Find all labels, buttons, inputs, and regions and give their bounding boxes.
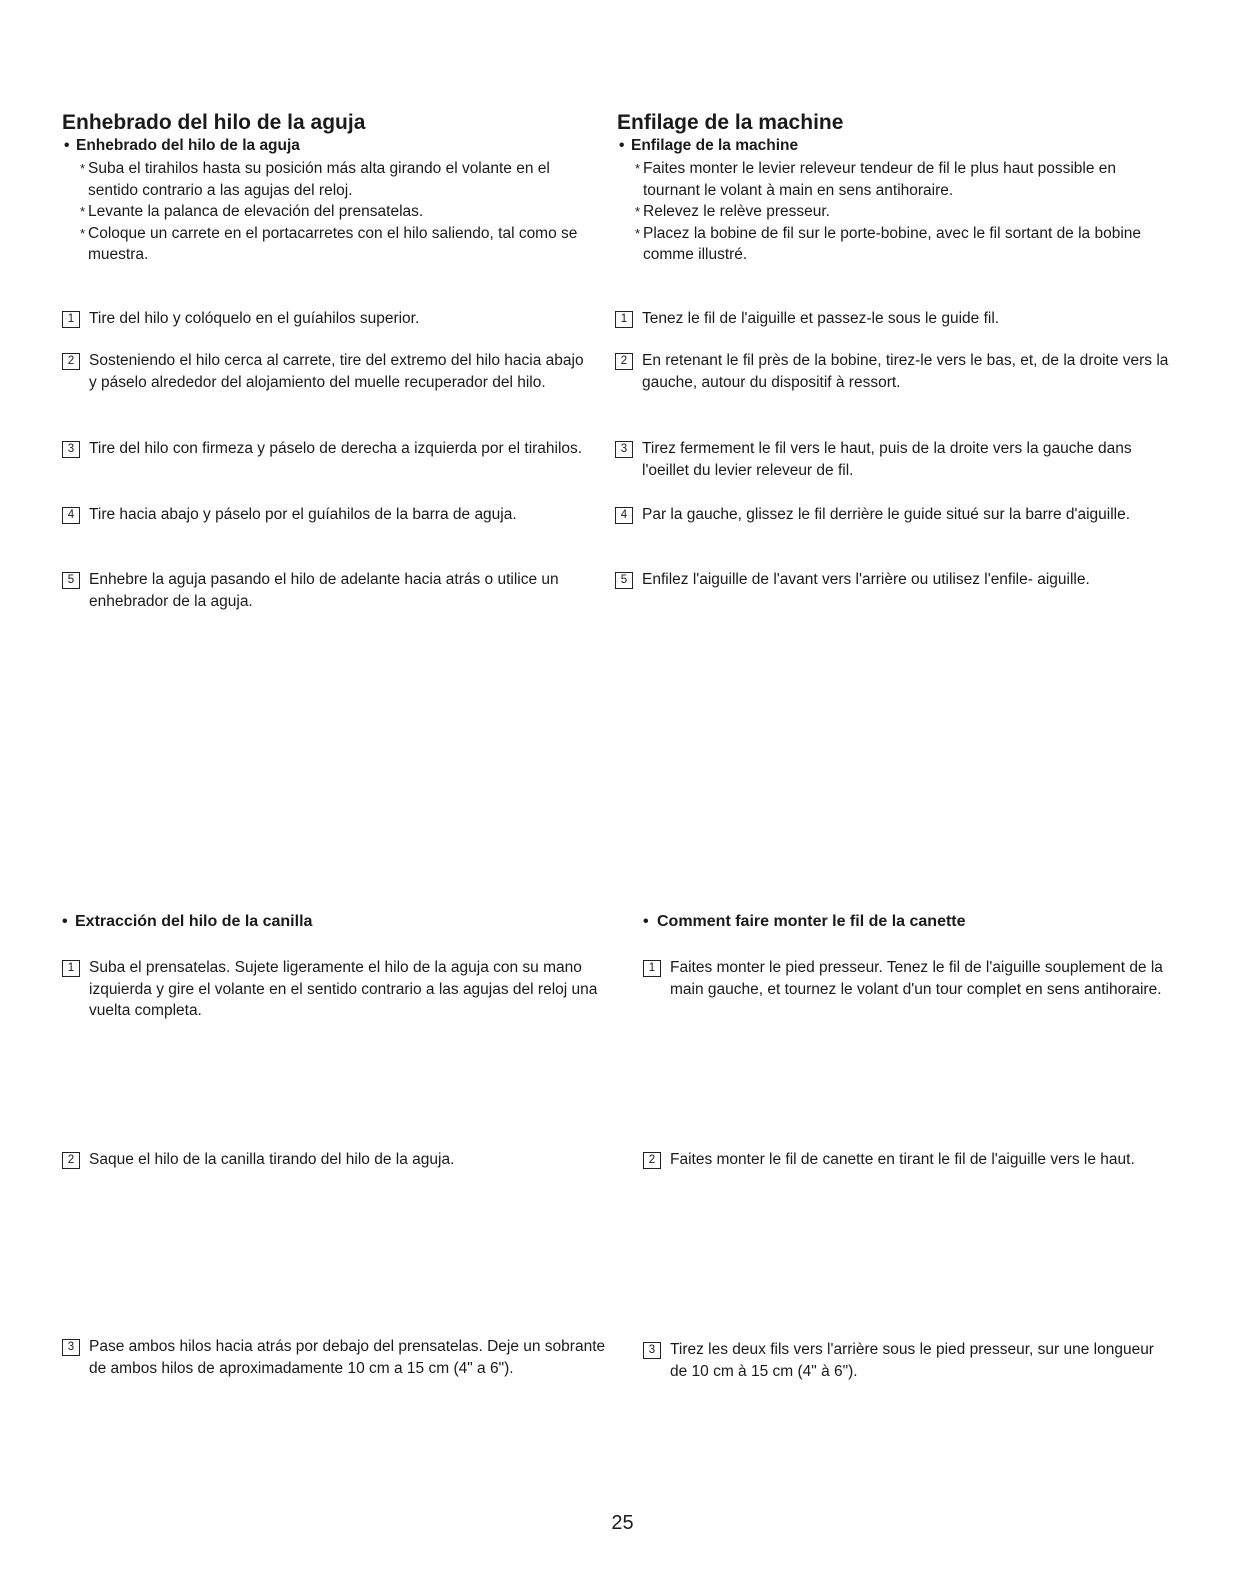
step-number-box: 5 (615, 572, 633, 589)
bobbin-step-fr-2: 2 Faites monter le fil de canette en tirant le fil de l'aiguille vers le haut. (643, 1149, 1170, 1171)
section-title-es: • Extracción del hilo de la canilla (62, 913, 313, 930)
step-number-box: 3 (62, 1339, 80, 1356)
step-number-box: 4 (62, 507, 80, 524)
subtitle-es: • Enhebrado del hilo de la aguja (64, 137, 300, 154)
french-column (617, 110, 1162, 266)
bullet-item: * Placez la bobine de fil sur le porte-bobine, avec le fil sortant de la bobine comme illustré. (617, 223, 1162, 266)
bullet-list-es (62, 158, 602, 266)
bullet-item: * Suba el tirahilos hasta su posición más alta girando el volante en el sentido contrario a las agujas del reloj. (62, 158, 602, 201)
page-title-es: Enhebrado del hilo de la aguja (62, 111, 366, 134)
bullet-list-fr (617, 158, 1162, 266)
step-number-box: 3 (615, 441, 633, 458)
step-number-box: 1 (62, 311, 80, 328)
step-number-box: 4 (615, 507, 633, 524)
section-title-fr: • Comment faire monter le fil de la canette (643, 913, 966, 930)
step-fr-4: 4 Par la gauche, glissez le fil derrière le guide situé sur la barre d'aiguille. (615, 504, 1182, 526)
step-number-box: 3 (643, 1342, 661, 1359)
step-fr-2: 2 En retenant le fil près de la bobine, tirez-le vers le bas, et, de la droite vers la gauche, autour du dispositif à ressort. (615, 350, 1187, 393)
step-number-box: 2 (643, 1152, 661, 1169)
step-fr-1: 1 Tenez le fil de l'aiguille et passez-le sous le guide fil. (615, 308, 1182, 330)
step-es-2: 2 Sosteniendo el hilo cerca al carrete, tire del extremo del hilo hacia abajo y páselo alrededor del alojamiento del muelle recuperador del hilo. (62, 350, 589, 393)
step-es-3: 3 Tire del hilo con firmeza y páselo de derecha a izquierda por el tirahilos. (62, 438, 599, 460)
bullet-item: * Levante la palanca de elevación del prensatelas. (62, 201, 602, 223)
step-fr-5: 5 Enfilez l'aiguille de l'avant vers l'arrière ou utilisez l'enfile- aiguille. (615, 569, 1102, 591)
bullet-item: * Coloque un carrete en el portacarretes con el hilo saliendo, tal como se muestra. (62, 223, 602, 266)
step-es-5: 5 Enhebre la aguja pasando el hilo de adelante hacia atrás o utilice un enhebrador de la aguja. (62, 569, 589, 612)
subtitle-fr: • Enfilage de la machine (619, 137, 799, 154)
step-number-box: 2 (615, 353, 633, 370)
bobbin-step-fr-3: 3 Tirez les deux fils vers l'arrière sous le pied presseur, sur une longueur de 10 cm à 15 cm (4" à 6"). (643, 1339, 1160, 1382)
step-number-box: 1 (62, 960, 80, 977)
step-fr-3: 3 Tirez fermement le fil vers le haut, puis de la droite vers la gauche dans l'oeillet du levier releveur de fil. (615, 438, 1142, 481)
step-number-box: 5 (62, 572, 80, 589)
step-number-box: 2 (62, 1152, 80, 1169)
step-number-box: 1 (643, 960, 661, 977)
bullet-item: * Faites monter le levier releveur tendeur de fil le plus haut possible en tournant le volant à main en sens antihoraire. (617, 158, 1162, 201)
step-es-1: 1 Tire del hilo y colóquelo en el guíahilos superior. (62, 308, 609, 330)
step-number-box: 3 (62, 441, 80, 458)
bobbin-step-es-1: 1 Suba el prensatelas. Sujete ligeramente el hilo de la aguja con su mano izquierda y gire el volante en el sentido contrario a las agujas del reloj una vuelta completa. (62, 957, 614, 1022)
step-number-box: 2 (62, 353, 80, 370)
step-es-4: 4 Tire hacia abajo y páselo por el guíahilos de la barra de aguja. (62, 504, 629, 526)
page-title-fr: Enfilage de la machine (617, 111, 844, 134)
spanish-column (62, 110, 602, 266)
page-number: 25 (611, 1512, 634, 1534)
bobbin-step-es-3: 3 Pase ambos hilos hacia atrás por debajo del prensatelas. Deje un sobrante de ambos hilos de aproximadamente 10 cm a 15 cm (4" a 6"). (62, 1336, 619, 1379)
step-number-box: 1 (615, 311, 633, 328)
bullet-item: * Relevez le relève presseur. (617, 201, 1162, 223)
bobbin-step-fr-1: 1 Faites monter le pied presseur. Tenez le fil de l'aiguille souplement de la main gauche, et tournez le volant d'un tour complet en sens antihoraire. (643, 957, 1170, 1000)
bobbin-step-es-2: 2 Saque el hilo de la canilla tirando del hilo de la aguja. (62, 1149, 614, 1171)
